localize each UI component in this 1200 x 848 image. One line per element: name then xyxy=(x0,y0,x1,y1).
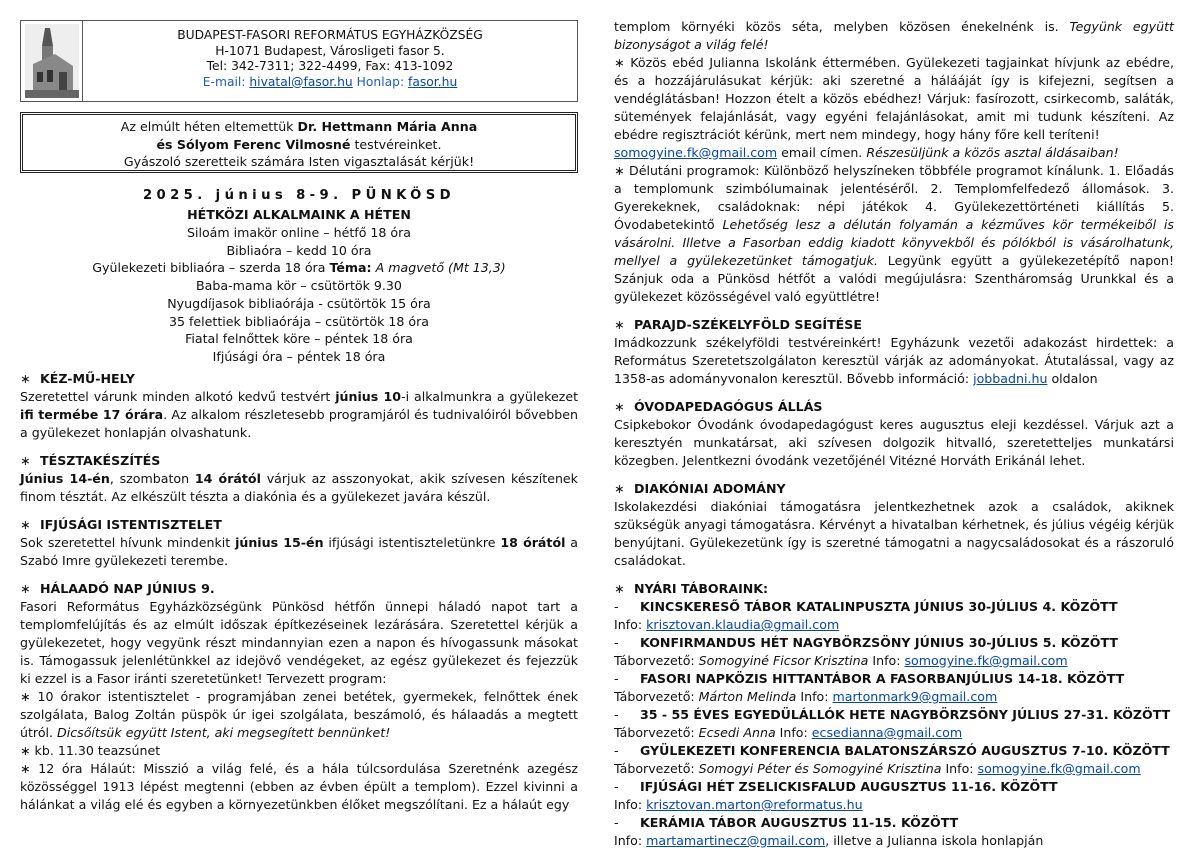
web-link[interactable]: fasor.hu xyxy=(408,74,458,89)
parish-name: BUDAPEST-FASORI REFORMÁTUS EGYHÁZKÖZSÉG xyxy=(177,28,483,42)
schedule-item: Gyülekezeti bibliaóra – szerda 18 óra Téma: A magvető (Mt 13,3) xyxy=(92,260,506,276)
email-link[interactable]: krisztovan.marton@reformatus.hu xyxy=(646,797,863,812)
weekly-schedule xyxy=(20,224,578,366)
asterisk-bullet-icon: ∗ xyxy=(614,481,625,496)
camp-info: Info: krisztovan.marton@reformatus.hu xyxy=(614,797,863,812)
email-link[interactable]: hivatal@fasor.hu xyxy=(249,74,353,89)
camp-info: Info: krisztovan.klaudia@gmail.com xyxy=(614,617,840,632)
section-body: Június 14-én, szombaton 14 órától várjuk az asszonyokat, akik szívesen készítenek finom tésztát. Az elkészült tészta a diakónia és a gyülekezet javára készül. xyxy=(20,470,578,504)
camp-info: Táborvezető: Somogyiné Ficsor Krisztina Info: somogyine.fk@gmail.com xyxy=(614,653,1068,668)
dash-bullet-icon: - xyxy=(614,635,619,650)
program-item: ∗ kb. 11.30 teazsúnet xyxy=(20,742,161,758)
camp-title: - KONFIRMANDUS HÉT NAGYBÖRZSÖNY JÚNIUS 30-JÚLIUS 5. KÖZÖTT xyxy=(614,635,1118,650)
schedule-item: Ifjúsági óra – péntek 18 óra xyxy=(212,348,386,364)
asterisk-bullet-icon: ∗ xyxy=(20,452,31,468)
section-body: Imádkozzunk székelyföldi testvéreinkért! Egyházunk vezetői adakozást hirdettek: a Református Szeretetszolgálaton keresztül várják az adományokat. Átutalással, vagy az 1358-as adományvonalon keresztül. Bővebb információ: jobbadni.hu oldalon xyxy=(614,335,1174,386)
schedule-item: Nyugdíjasok bibliaórája - csütörtök 15 óra xyxy=(167,295,431,311)
email-link[interactable]: krisztovan.klaudia@gmail.com xyxy=(646,617,840,632)
dash-bullet-icon: - xyxy=(614,779,619,794)
camp-title: - GYÜLEKEZETI KONFERENCIA BALATONSZÁRSZÓ AUGUSZTUS 7-10. KÖZÖTT xyxy=(614,743,1170,758)
email-link[interactable]: martamartinecz@gmail.com xyxy=(646,833,826,848)
email-link[interactable]: somogyine.fk@gmail.com xyxy=(904,653,1068,668)
dash-bullet-icon: - xyxy=(614,671,619,686)
camp-title: - KERÁMIA TÁBOR AUGUSZTUS 11-15. KÖZÖTT xyxy=(614,815,959,830)
email-link[interactable]: ecsedianna@gmail.com xyxy=(811,725,963,740)
schedule-item: Bibliaóra – kedd 10 óra xyxy=(226,242,372,258)
dash-bullet-icon: - xyxy=(614,815,619,830)
mourning-name: és Sólyom Ferenc Vilmosné xyxy=(156,136,351,152)
email-label: E-mail: xyxy=(202,74,246,89)
camp-title: - 35 - 55 ÉVES EGYEDÜLÁLLÓK HETE NAGYBÖRZSÖNY JÚLIUS 27-31. KÖZÖTT xyxy=(614,707,1171,722)
mourning-name: Dr. Hettmann Mária Anna xyxy=(297,119,478,134)
program-item: ∗ 10 órakor istentisztelet - programjában zenei betétek, gyermekek, felnőttek ének szolgálata, Balog Zoltán püspök úr igei szolgálata, beszámoló, és hálaadás a megtett útról. Dicsőítsük együtt Istent, aki megsegített bennünket! xyxy=(20,688,578,740)
asterisk-bullet-icon: ∗ xyxy=(614,399,625,414)
section-body: Szeretettel várunk minden alkotó kedvű testvért június 10-i alkalmunkra a gyülekezet ifi termébe 17 órára. Az alkalom részletesebb programjáról és tudnivalóiról bővebben a gyülekezet honlapján olvashatunk. xyxy=(20,388,579,440)
parish-address: H-1071 Budapest, Városligeti fasor 5. xyxy=(215,43,445,58)
camp-title: - IFJÚSÁGI HÉT ZSELICKISFALUD AUGUSZTUS 11-16. KÖZÖTT xyxy=(614,779,1058,794)
camp-title: - FASORI NAPKÖZIS HITTANTÁBOR A FASORBANJÚLIUS 14-18. KÖZÖTT xyxy=(614,671,1125,686)
section-heading: ∗ DIAKÓNIAI ADOMÁNY xyxy=(614,481,786,496)
section-heading: ∗ TÉSZTAKÉSZÍTÉS xyxy=(20,452,161,468)
dash-bullet-icon: - xyxy=(614,707,619,722)
camp-info: Info: martamartinecz@gmail.com, illetve a Julianna iskola honlapján xyxy=(614,833,1044,848)
parish-header xyxy=(20,20,578,102)
email-link[interactable]: martonmark9@gmail.com xyxy=(832,689,998,704)
section-body: Iskolakezdési diakóniai támogatásra jelentkezhetnek azok a családok, akiknek szükségük anyagi támogatásra. Kérvényt a hivatalban kérhetnek, és július végéig kérjük benyújtani. Gyülekezetünk így is szeretné támogatni a nagycsaládosokat és a rászoruló családokat. xyxy=(614,499,1174,568)
mourning-prayer: Gyászoló szeretteik számára Isten vigasztalását kérjük! xyxy=(123,154,475,169)
left-column xyxy=(20,0,578,814)
right-column xyxy=(614,18,1174,848)
section-heading: ∗ PARAJD-SZÉKELYFÖLD SEGÍTÉSE xyxy=(614,317,862,332)
date-title: 2025. június 8-9. PÜNKÖSD xyxy=(142,188,456,203)
section-heading: ∗ KÉZ-MŰ-HELY xyxy=(20,370,135,386)
asterisk-bullet-icon: ∗ xyxy=(20,580,31,596)
dash-bullet-icon: - xyxy=(614,599,619,614)
email-link[interactable]: somogyine.fk@gmail.com xyxy=(614,145,778,160)
parish-contact-line xyxy=(83,75,577,91)
mourning-text: Az elmúlt héten eltemettük xyxy=(120,119,294,134)
camp-info: Táborvezető: Márton Melinda Info: martonmark9@gmail.com xyxy=(614,689,998,704)
parish-header-text xyxy=(83,21,577,101)
asterisk-bullet-icon: ∗ xyxy=(20,370,31,386)
program-item: ∗ Délutáni programok: Különböző helyszíneken többféle programot kínálunk. 1. Előadás a templomunk szimbólumainak jelentéséről. 2. Templomfelfedező állomások. 3. Gyerekeknek, családoknak: népi játékok 4. Gyülekezettörténeti kiállítás 5. Óvodabetekintő Lehetőség lesz a délután folyamán a kézműves kör termékeiből is vásárolni. Illetve a Fasorban eddig kiadott könyvekből és pólókból is vásárolhatunk, mellyel a gyülekezetünket támogatjuk. Legyünk együtt a gyülekezetépítő napon! Szánjuk oda a Pünkösd hétfőt a valódi megújulásra: Szentháromság Urunkkal és a gyülekezet közösségével való együttlétre! xyxy=(614,163,1174,304)
schedule-item: Fiatal felnőttek köre – péntek 18 óra xyxy=(185,331,413,347)
camp-info: Táborvezető: Somogyi Péter és Somogyiné Krisztina Info: somogyine.fk@gmail.com xyxy=(614,761,1141,776)
web-label: Honlap: xyxy=(356,74,405,89)
church-logo-icon xyxy=(21,21,83,101)
mourning-text: testvéreinket. xyxy=(354,136,442,152)
asterisk-bullet-icon: ∗ xyxy=(614,317,625,332)
program-item: ∗ Közös ebéd Julianna Iskolánk éttermében. Gyülekezeti tagjainkat hívjunk az ebédre, és a hozzájárulásukat kérjük: aki szeretné a hálááját így is kifejezni, segítsen a vendéglátásban! Hozzon ételt a közös ebédhez! Várjuk: fasírozott, csirkecomb, saláták, sütemények felajánlását, vagy egyéni felajánlásokat, amit mi tudunk készíteni. Az ebédre regisztrációt kérünk, mert nem mindegy, hogy hány főre kell teríteni! somogyine.fk@gmail.com email címen. Részesüljünk a közös asztal áldásaiban! xyxy=(614,55,1174,160)
program-item: ∗ 12 óra Hálaút: Misszió a világ felé, és a hála túlcsordulása Szeretnénk azegész közösséggel 1913 lépést megtenni (ebben az évben épült a templom). Ezzel kivinni a hálánkat a világ elé és egyben a környezetünkben élőket megszólítani. Ez a hálaút egy xyxy=(20,760,578,812)
section-body: templom környéki közös séta, melyben közösen énekelnénk is. Tegyünk együtt bizonyságot a világ felé! xyxy=(614,19,1174,52)
camp-title: - KINCSKERESŐ TÁBOR KATALINPUSZTA JÚNIUS 30-JÚLIUS 4. KÖZÖTT xyxy=(614,599,1118,614)
schedule-item: Siloám imakör online – hétfő 18 óra xyxy=(186,225,412,240)
section-body: Sok szeretettel hívunk mindenkit június 15-én ifjúsági istentiszteletünkre 18 órától a Szabó Imre gyülekezeti terembe. xyxy=(20,534,578,568)
section-body: Csipkebokor Óvodánk óvodapedagógust keres augusztus eleji kezdéssel. Várjuk azt a keresztyén munkatársat, aki szívesen dolgozik hitvalló, szeretetteljes munkatársi közegben. Jelentkezni óvodánk vezetőjénél Vitézné Horváth Erikánál lehet. xyxy=(614,417,1174,468)
camp-info: Táborvezető: Ecsedi Anna Info: ecsedianna@gmail.com xyxy=(614,725,963,740)
web-link[interactable]: jobbadni.hu xyxy=(973,371,1048,386)
parish-phone: Tel: 342-7311; 322-4499, Fax: 413-1092 xyxy=(206,59,454,73)
dash-bullet-icon: - xyxy=(614,743,619,758)
schedule-item: Baba-mama kör – csütörtök 9.30 xyxy=(196,278,402,294)
schedule-item: 35 felettiek bibliaórája – csütörtök 18 óra xyxy=(168,313,430,329)
mourning-notice xyxy=(20,112,578,173)
week-title: HÉTKÖZI ALKALMAINK A HÉTEN xyxy=(187,207,411,222)
section-heading: ∗ IFJÚSÁGI ISTENTISZTELET xyxy=(20,516,222,532)
section-heading: ∗ HÁLAADÓ NAP JÚNIUS 9. xyxy=(20,580,215,596)
asterisk-bullet-icon: ∗ xyxy=(20,516,31,532)
asterisk-bullet-icon: ∗ xyxy=(614,581,625,596)
section-heading: ∗ NYÁRI TÁBORAINK: xyxy=(614,581,769,596)
email-link[interactable]: somogyine.fk@gmail.com xyxy=(977,761,1141,776)
section-body: Fasori Református Egyházközségünk Pünkösd hétfőn ünnepi háladó napot tart a templomfelújítás és az elmúlt időszak építkezéseinek lezárására. Szeretettel kérjük a gyülekezetet, hogy vegyünk részt mindannyian ezen a napon és hívogassunk másokat is. Támogassuk jelenlétünkkel az idejövő vendégeket, az egész gyülekezet és fejezzük ki ezzel is a Fasor iránti szeretetünket! Tervezett program: xyxy=(20,598,578,686)
section-heading: ∗ ÓVODAPEDAGÓGUS ÁLLÁS xyxy=(614,399,823,414)
